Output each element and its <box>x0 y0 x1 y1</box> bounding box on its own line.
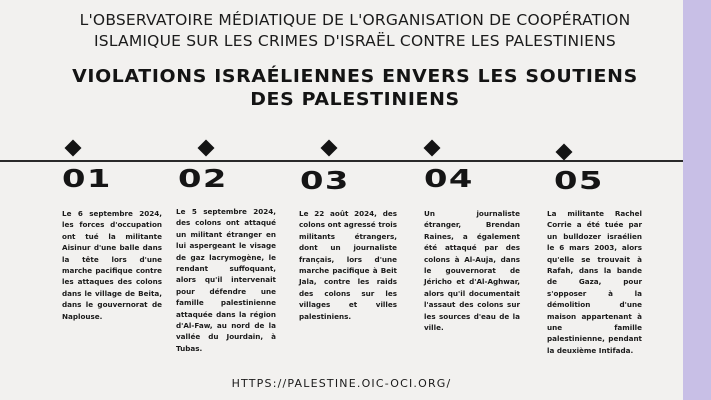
timeline-marker-3 <box>321 140 338 157</box>
timeline-line <box>0 160 683 162</box>
event-description-4: Un journaliste étranger, Brendan Raines, a également été attaqué par des colons à Al-Auja, dans le gouvernorat de Jéricho et d'Al-Aghwar, alors qu'il documentait l'assaut des colons sur les sources d'eau de la ville. <box>424 209 520 333</box>
event-description-5: La militante Rachel Corrie a été tuée par un bulldozer israélien le 6 mars 2003, alors qu'elle se trouvait à Rafah, dans la bande de Gaza, pour s'opposer à la démolition d'une maison appartenant à une famille palestinienne, pendant la deuxième Intifada. <box>547 209 642 355</box>
header-line-2: ISLAMIQUE SUR LES CRIMES D'ISRAËL CONTRE LES PALESTINIENS <box>94 32 616 50</box>
event-number-4: 04 <box>424 164 474 193</box>
event-number-3: 03 <box>300 166 350 195</box>
timeline-marker-5 <box>556 144 573 161</box>
event-number-2: 02 <box>178 164 228 193</box>
organization-header <box>60 10 650 52</box>
event-description-3: Le 22 août 2024, des colons ont agressé trois militants étrangers, dont un journaliste français, lors d'une marche pacifique à Beit Jala, contre les raids des colons sur les villages et villes palestiniens. <box>299 209 397 321</box>
title-line-2: DES PALESTINIENS <box>250 90 460 110</box>
header-line-1: L'OBSERVATOIRE MÉDIATIQUE DE L'ORGANISATION DE COOPÉRATION <box>79 11 631 29</box>
timeline-marker-4 <box>424 140 441 157</box>
footer-url: HTTPS://PALESTINE.OIC-OCI.ORG/ <box>231 377 452 390</box>
event-number-1: 01 <box>62 164 112 193</box>
timeline-marker-2 <box>198 140 215 157</box>
event-description-2: Le 5 septembre 2024, des colons ont attaqué un militant étranger en lui aspergeant le visage de gaz lacrymogène, le rendant suffoquant, alors qu'il intervenait pour défendre une famille palestinienne attaquée dans la région d'Al-Faw, au nord de la vallée du Jourdain, à Tubas. <box>176 207 276 353</box>
page-title <box>26 66 685 112</box>
event-number-5: 05 <box>554 166 604 195</box>
timeline-marker-1 <box>65 140 82 157</box>
title-line-1: VIOLATIONS ISRAÉLIENNES ENVERS LES SOUTIENS <box>72 67 638 87</box>
event-description-1: Le 6 septembre 2024, les forces d'occupation ont tué la militante Aisinur d'une balle dans la tête lors d'une marche pacifique contre les attaques des colons dans le village de Beita, dans le gouvernorat de Naplouse. <box>62 209 162 321</box>
